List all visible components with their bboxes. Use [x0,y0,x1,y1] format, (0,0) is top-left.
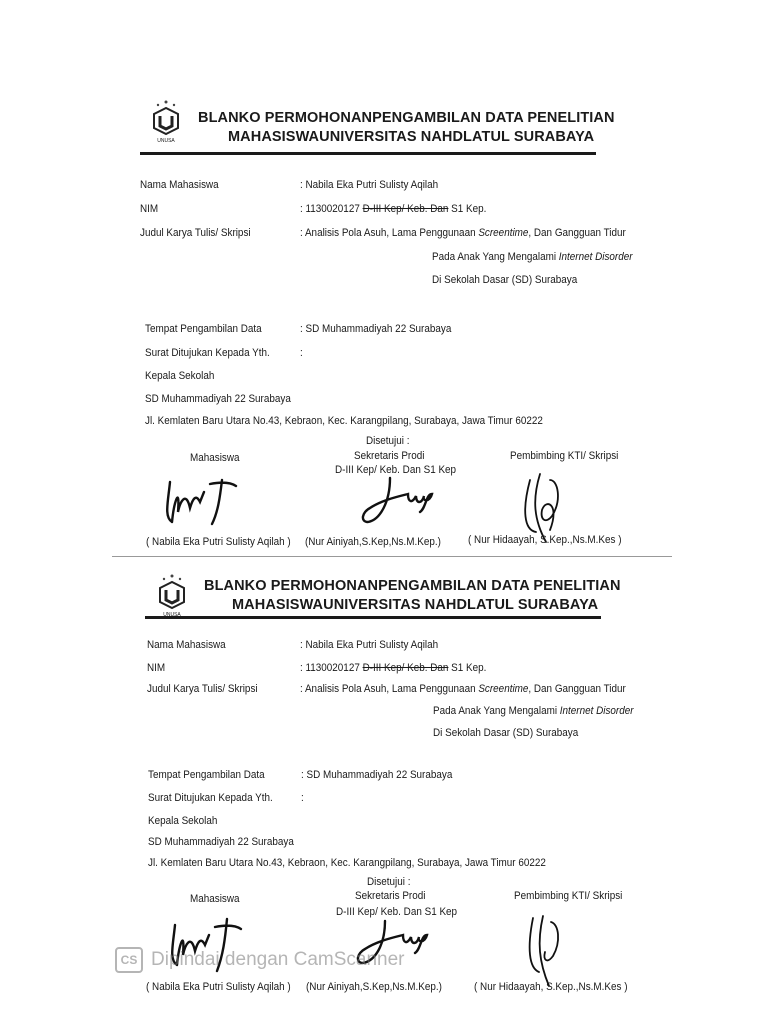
nama-value: : Nabila Eka Putri Sulisty Aqilah [300,639,439,651]
sekolah-name: SD Muhammadiyah 22 Surabaya [145,393,291,405]
pembimbing-name: ( Nur Hidaayah, S.Kep.,Ns.M.Kes ) [468,534,622,546]
nama-label: Nama Mahasiswa [140,179,219,191]
mahasiswa-role: Mahasiswa [190,452,240,464]
logo-caption: UNUSA [163,612,181,616]
university-logo [146,98,186,142]
tempat-value: : SD Muhammadiyah 22 Surabaya [301,769,453,781]
nama-value: : Nabila Eka Putri Sulisty Aqilah [300,179,439,191]
disetujui-label: Disetujui : [367,876,411,888]
alamat: Jl. Kemlaten Baru Utara No.43, Kebraon, Kec. Karangpilang, Surabaya, Jawa Timur 60222 [148,857,546,869]
surat-label: Surat Ditujukan Kepada Yth. [148,792,273,804]
disetujui-label: Disetujui : [366,435,410,447]
judul-value-line1: : Analisis Pola Asuh, Lama Penggunaan Screentime, Dan Gangguan Tidur [300,683,626,695]
form-title-line1: BLANKO PERMOHONANPENGAMBILAN DATA PENELITIAN [198,110,615,126]
tempat-label: Tempat Pengambilan Data [148,769,265,781]
title-underline [145,616,601,619]
mahasiswa-role: Mahasiswa [190,893,240,905]
pembimbing-role: Pembimbing KTI/ Skripsi [510,450,619,462]
sekretaris-role-1: Sekretaris Prodi [355,890,426,902]
nim-value: : 1130020127 D-III Kep/ Keb. Dan S1 Kep. [300,662,487,674]
form-title-line1: BLANKO PERMOHONANPENGAMBILAN DATA PENELITIAN [204,578,621,594]
judul-value-line3: Di Sekolah Dasar (SD) Surabaya [432,274,578,286]
mahasiswa-name: ( Nabila Eka Putri Sulisty Aqilah ) [146,536,291,548]
pembimbing-role: Pembimbing KTI/ Skripsi [514,890,623,902]
judul-label: Judul Karya Tulis/ Skripsi [140,227,251,239]
sekretaris-name-copy2: (Nur Ainiyah,S.Kep,Ns.M.Kep.) [306,981,442,993]
surat-label: Surat Ditujukan Kepada Yth. [145,347,270,359]
surat-value: : [300,347,303,359]
pembimbing-name-copy2: ( Nur Hidaayah, S.Kep.,Ns.M.Kes ) [474,981,628,993]
sekretaris-role-2: D-III Kep/ Keb. Dan S1 Kep [336,906,458,918]
form-copy-2 [0,468,768,938]
nim-label: NIM [140,203,159,215]
judul-label: Judul Karya Tulis/ Skripsi [147,683,258,695]
logo-caption: UNUSA [157,138,175,142]
sekolah-name: SD Muhammadiyah 22 Surabaya [148,836,294,848]
sekretaris-role-1: Sekretaris Prodi [354,450,425,462]
alamat: Jl. Kemlaten Baru Utara No.43, Kebraon, Kec. Karangpilang, Surabaya, Jawa Timur 60222 [145,415,543,427]
form-title-line2: MAHASISWAUNIVERSITAS NAHDLATUL SURABAYA [228,129,595,145]
nim-label: NIM [147,662,166,674]
nama-label: Nama Mahasiswa [147,639,226,651]
camscanner-icon: CS [115,947,143,973]
sekretaris-name: (Nur Ainiyah,S.Kep,Ns.M.Kep.) [305,536,441,548]
surat-value: : [301,792,304,804]
judul-value-line2: Pada Anak Yang Mengalami Internet Disorder [432,251,633,263]
university-logo [152,572,192,616]
sekretaris-role-2: D-III Kep/ Keb. Dan S1 Kep [335,464,457,476]
judul-value-line2: Pada Anak Yang Mengalami Internet Disorder [433,705,634,717]
tempat-label: Tempat Pengambilan Data [145,323,262,335]
judul-value-line3: Di Sekolah Dasar (SD) Surabaya [433,727,579,739]
signature-pembimbing-copy2 [515,912,575,988]
mahasiswa-name-copy2: ( Nabila Eka Putri Sulisty Aqilah ) [146,981,291,993]
tempat-value: : SD Muhammadiyah 22 Surabaya [300,323,452,335]
judul-value-line1: : Analisis Pola Asuh, Lama Penggunaan Screentime, Dan Gangguan Tidur [300,227,626,239]
nim-value: : 1130020127 D-III Kep/ Keb. Dan S1 Kep. [300,203,487,215]
title-underline [140,152,596,155]
kepala-sekolah: Kepala Sekolah [145,370,215,382]
camscanner-text: Dipindai dengan CamScanner [151,949,405,970]
camscanner-watermark [115,945,405,975]
kepala-sekolah: Kepala Sekolah [148,815,218,827]
form-title-line2: MAHASISWAUNIVERSITAS NAHDLATUL SURABAYA [232,597,599,613]
